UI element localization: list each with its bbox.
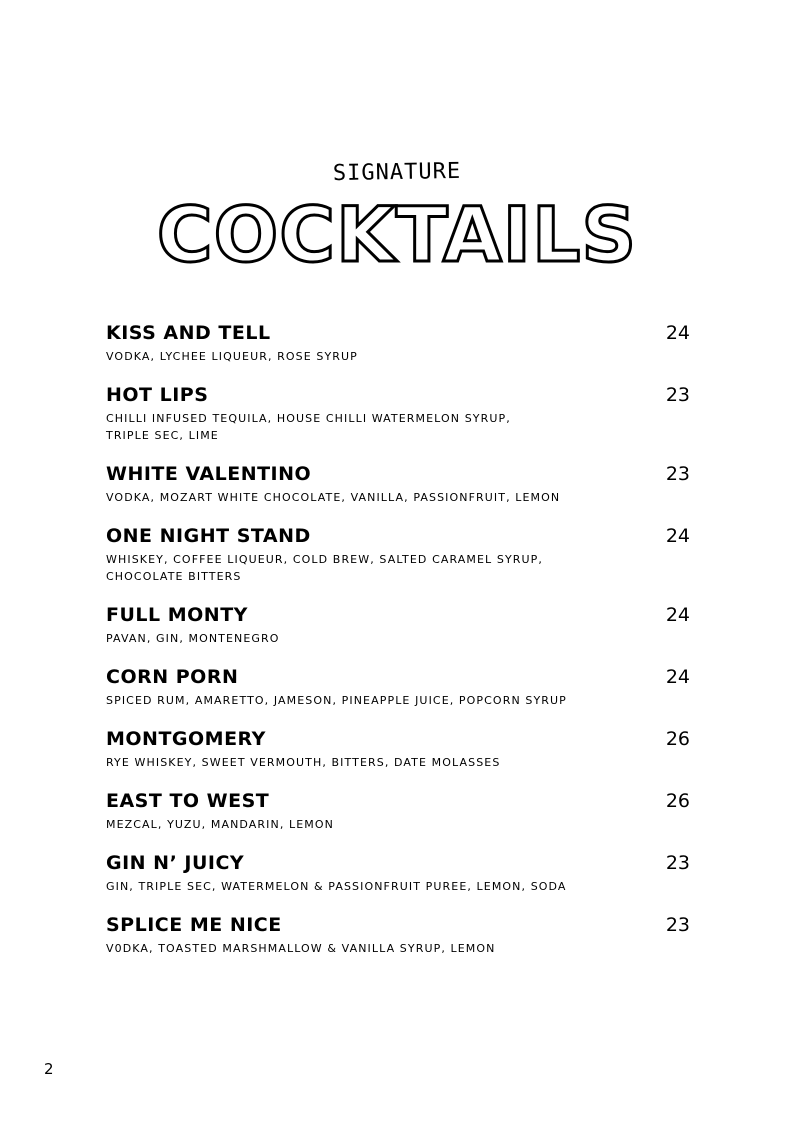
item-price: 23: [665, 384, 690, 406]
menu-item: [106, 788, 690, 833]
menu-item: [106, 850, 690, 895]
item-price: 23: [665, 914, 690, 936]
item-description: VODKA, MOZART WHITE CHOCOLATE, VANILLA, PASSIONFRUIT, LEMON: [106, 491, 561, 504]
item-description: RYE WHISKEY, SWEET VERMOUTH, BITTERS, DATE MOLASSES: [106, 756, 501, 769]
item-description: PAVAN, GIN, MONTENEGRO: [106, 632, 280, 645]
menu-title: COCKTAILS: [156, 190, 638, 279]
item-price: 23: [665, 852, 690, 874]
menu-item: [106, 461, 690, 506]
menu-item: [106, 912, 690, 957]
menu-kicker: SIGNATURE: [332, 158, 462, 187]
item-description: MEZCAL, YUZU, MANDARIN, LEMON: [106, 818, 334, 831]
cocktail-list: [106, 320, 690, 974]
item-description: V0DKA, TOASTED MARSHMALLOW & VANILLA SYRUP, LEMON: [106, 942, 496, 955]
menu-header: [0, 0, 794, 300]
item-name: ONE NIGHT STAND: [106, 525, 311, 547]
item-name: WHITE VALENTINO: [106, 463, 312, 485]
item-price: 26: [665, 728, 690, 750]
menu-item: [106, 523, 690, 585]
item-name: CORN PORN: [106, 666, 239, 688]
page-number: 2: [44, 1060, 54, 1078]
item-name: MONTGOMERY: [106, 728, 266, 750]
item-description: VODKA, LYCHEE LIQUEUR, ROSE SYRUP: [106, 350, 358, 363]
menu-item: [106, 320, 690, 365]
item-name: SPLICE ME NICE: [106, 914, 282, 936]
item-description: SPICED RUM, AMARETTO, JAMESON, PINEAPPLE JUICE, POPCORN SYRUP: [106, 694, 567, 707]
item-name: HOT LIPS: [106, 384, 209, 406]
menu-item: [106, 726, 690, 771]
menu-item: [106, 602, 690, 647]
item-price: 26: [665, 790, 690, 812]
item-name: KISS AND TELL: [106, 322, 271, 344]
item-description: CHILLI INFUSED TEQUILA, HOUSE CHILLI WATERMELON SYRUP, TRIPLE SEC, LIME: [106, 412, 511, 442]
item-name: EAST TO WEST: [106, 790, 270, 812]
item-description: WHISKEY, COFFEE LIQUEUR, COLD BREW, SALTED CARAMEL SYRUP, CHOCOLATE BITTERS: [106, 553, 543, 583]
item-price: 24: [665, 322, 690, 344]
item-price: 24: [665, 666, 690, 688]
item-price: 23: [665, 463, 690, 485]
item-description: GIN, TRIPLE SEC, WATERMELON & PASSIONFRUIT PUREE, LEMON, SODA: [106, 880, 567, 893]
item-name: GIN N’ JUICY: [106, 852, 245, 874]
menu-item: [106, 382, 690, 444]
item-name: FULL MONTY: [106, 604, 248, 626]
item-price: 24: [665, 525, 690, 547]
menu-item: [106, 664, 690, 709]
item-price: 24: [665, 604, 690, 626]
